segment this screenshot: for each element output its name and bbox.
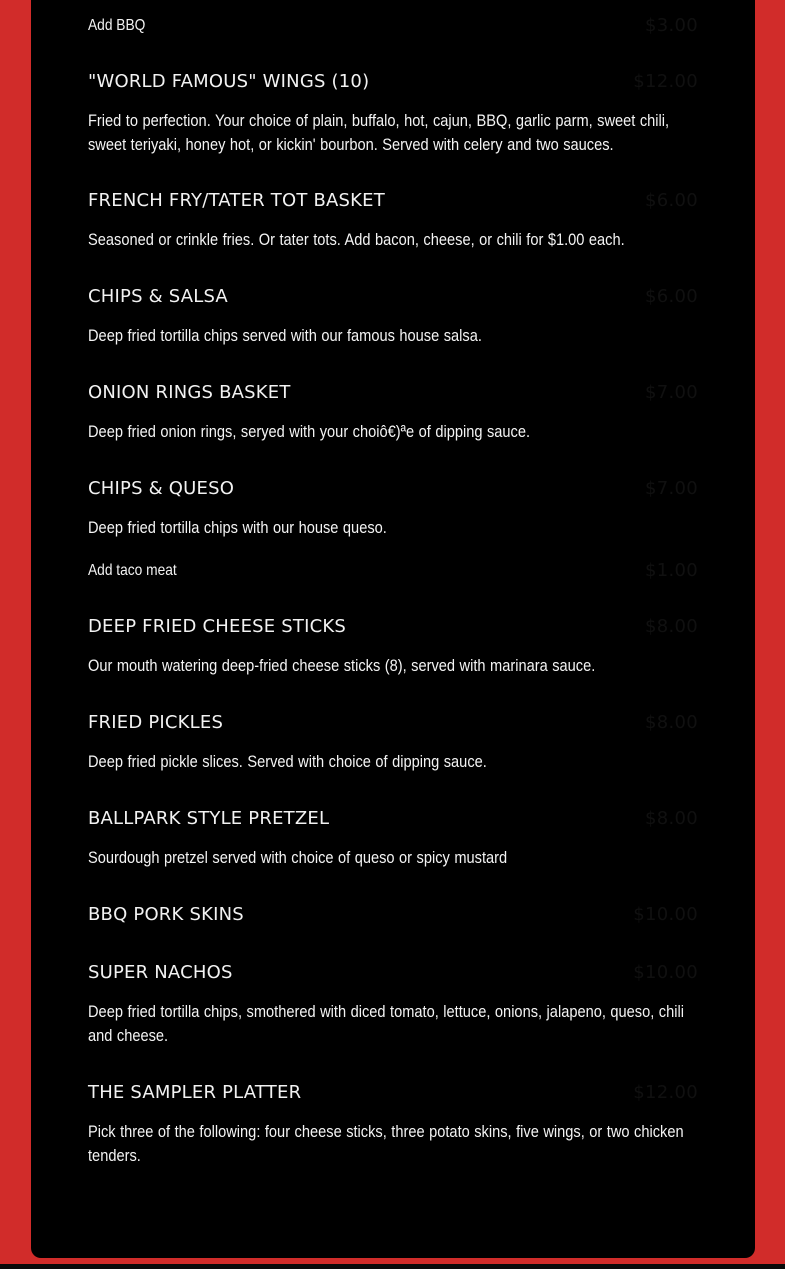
item-description: Pick three of the following: four cheese sticks, three potato skins, five wings, or two chicken tenders. [88,1122,684,1165]
item-price: $7.00 [644,382,698,403]
menu-item [88,477,698,540]
menu-item [88,711,698,774]
item-price: $8.00 [644,616,698,637]
item-price: $12.00 [633,1082,698,1103]
item-description: Seasoned or crinkle fries. Or tater tots. Add bacon, cheese, or chili for $1.00 each. [88,230,625,249]
addon-price: $1.00 [644,560,698,581]
menu-item [88,381,698,444]
addon-name: Add BBQ [88,17,146,34]
item-name: THE SAMPLER PLATTER [88,1082,302,1103]
item-description: Deep fried onion rings, seryed with your choiô€)ªe of dipping sauce. [88,422,531,441]
item-description: Our mouth watering deep-fried cheese sticks (8), served with marinara sauce. [88,656,596,675]
item-name: CHIPS & SALSA [88,286,228,307]
item-price: $10.00 [633,904,698,925]
menu-item [88,903,698,927]
item-price: $10.00 [633,962,698,983]
addon-name: Add taco meat [88,562,177,579]
item-description: Deep fried pickle slices. Served with choice of dipping sauce. [88,752,487,771]
menu-item [88,615,698,678]
menu-item [88,189,698,252]
item-description: Deep fried tortilla chips with our house queso. [88,518,387,537]
item-name: BALLPARK STYLE PRETZEL [88,808,330,829]
item-name: ONION RINGS BASKET [88,382,291,403]
menu-addon [88,14,698,38]
addon-price: $3.00 [644,15,698,36]
item-name: DEEP FRIED CHEESE STICKS [88,616,347,637]
item-price: $6.00 [644,190,698,211]
menu-addon [88,559,698,583]
menu-item [88,961,698,1048]
item-name: BBQ PORK SKINS [88,904,244,925]
menu-item [88,807,698,870]
item-price: $6.00 [644,286,698,307]
item-description: Fried to perfection. Your choice of plain, buffalo, hot, cajun, BBQ, garlic parm, sweet chili, sweet teriyaki, honey hot, or kickin' bourbon. Served with celery and two sauces. [88,111,670,154]
item-name: FRENCH FRY/TATER TOT BASKET [88,190,385,211]
menu-item [88,1081,698,1168]
menu-item [88,70,698,157]
item-price: $12.00 [633,71,698,92]
item-price: $8.00 [644,808,698,829]
menu-item [88,285,698,348]
item-name: SUPER NACHOS [88,962,233,983]
item-name: FRIED PICKLES [88,712,224,733]
item-price: $7.00 [644,478,698,499]
item-description: Deep fried tortilla chips served with our famous house salsa. [88,326,482,345]
item-price: $8.00 [644,712,698,733]
item-description: Deep fried tortilla chips, smothered with diced tomato, lettuce, onions, jalapeno, queso, chili and cheese. [88,1002,684,1045]
item-name: "WORLD FAMOUS" WINGS (10) [88,71,370,92]
bottom-divider [0,1264,785,1269]
item-name: CHIPS & QUESO [88,478,235,499]
item-description: Sourdough pretzel served with choice of queso or spicy mustard [88,848,508,867]
